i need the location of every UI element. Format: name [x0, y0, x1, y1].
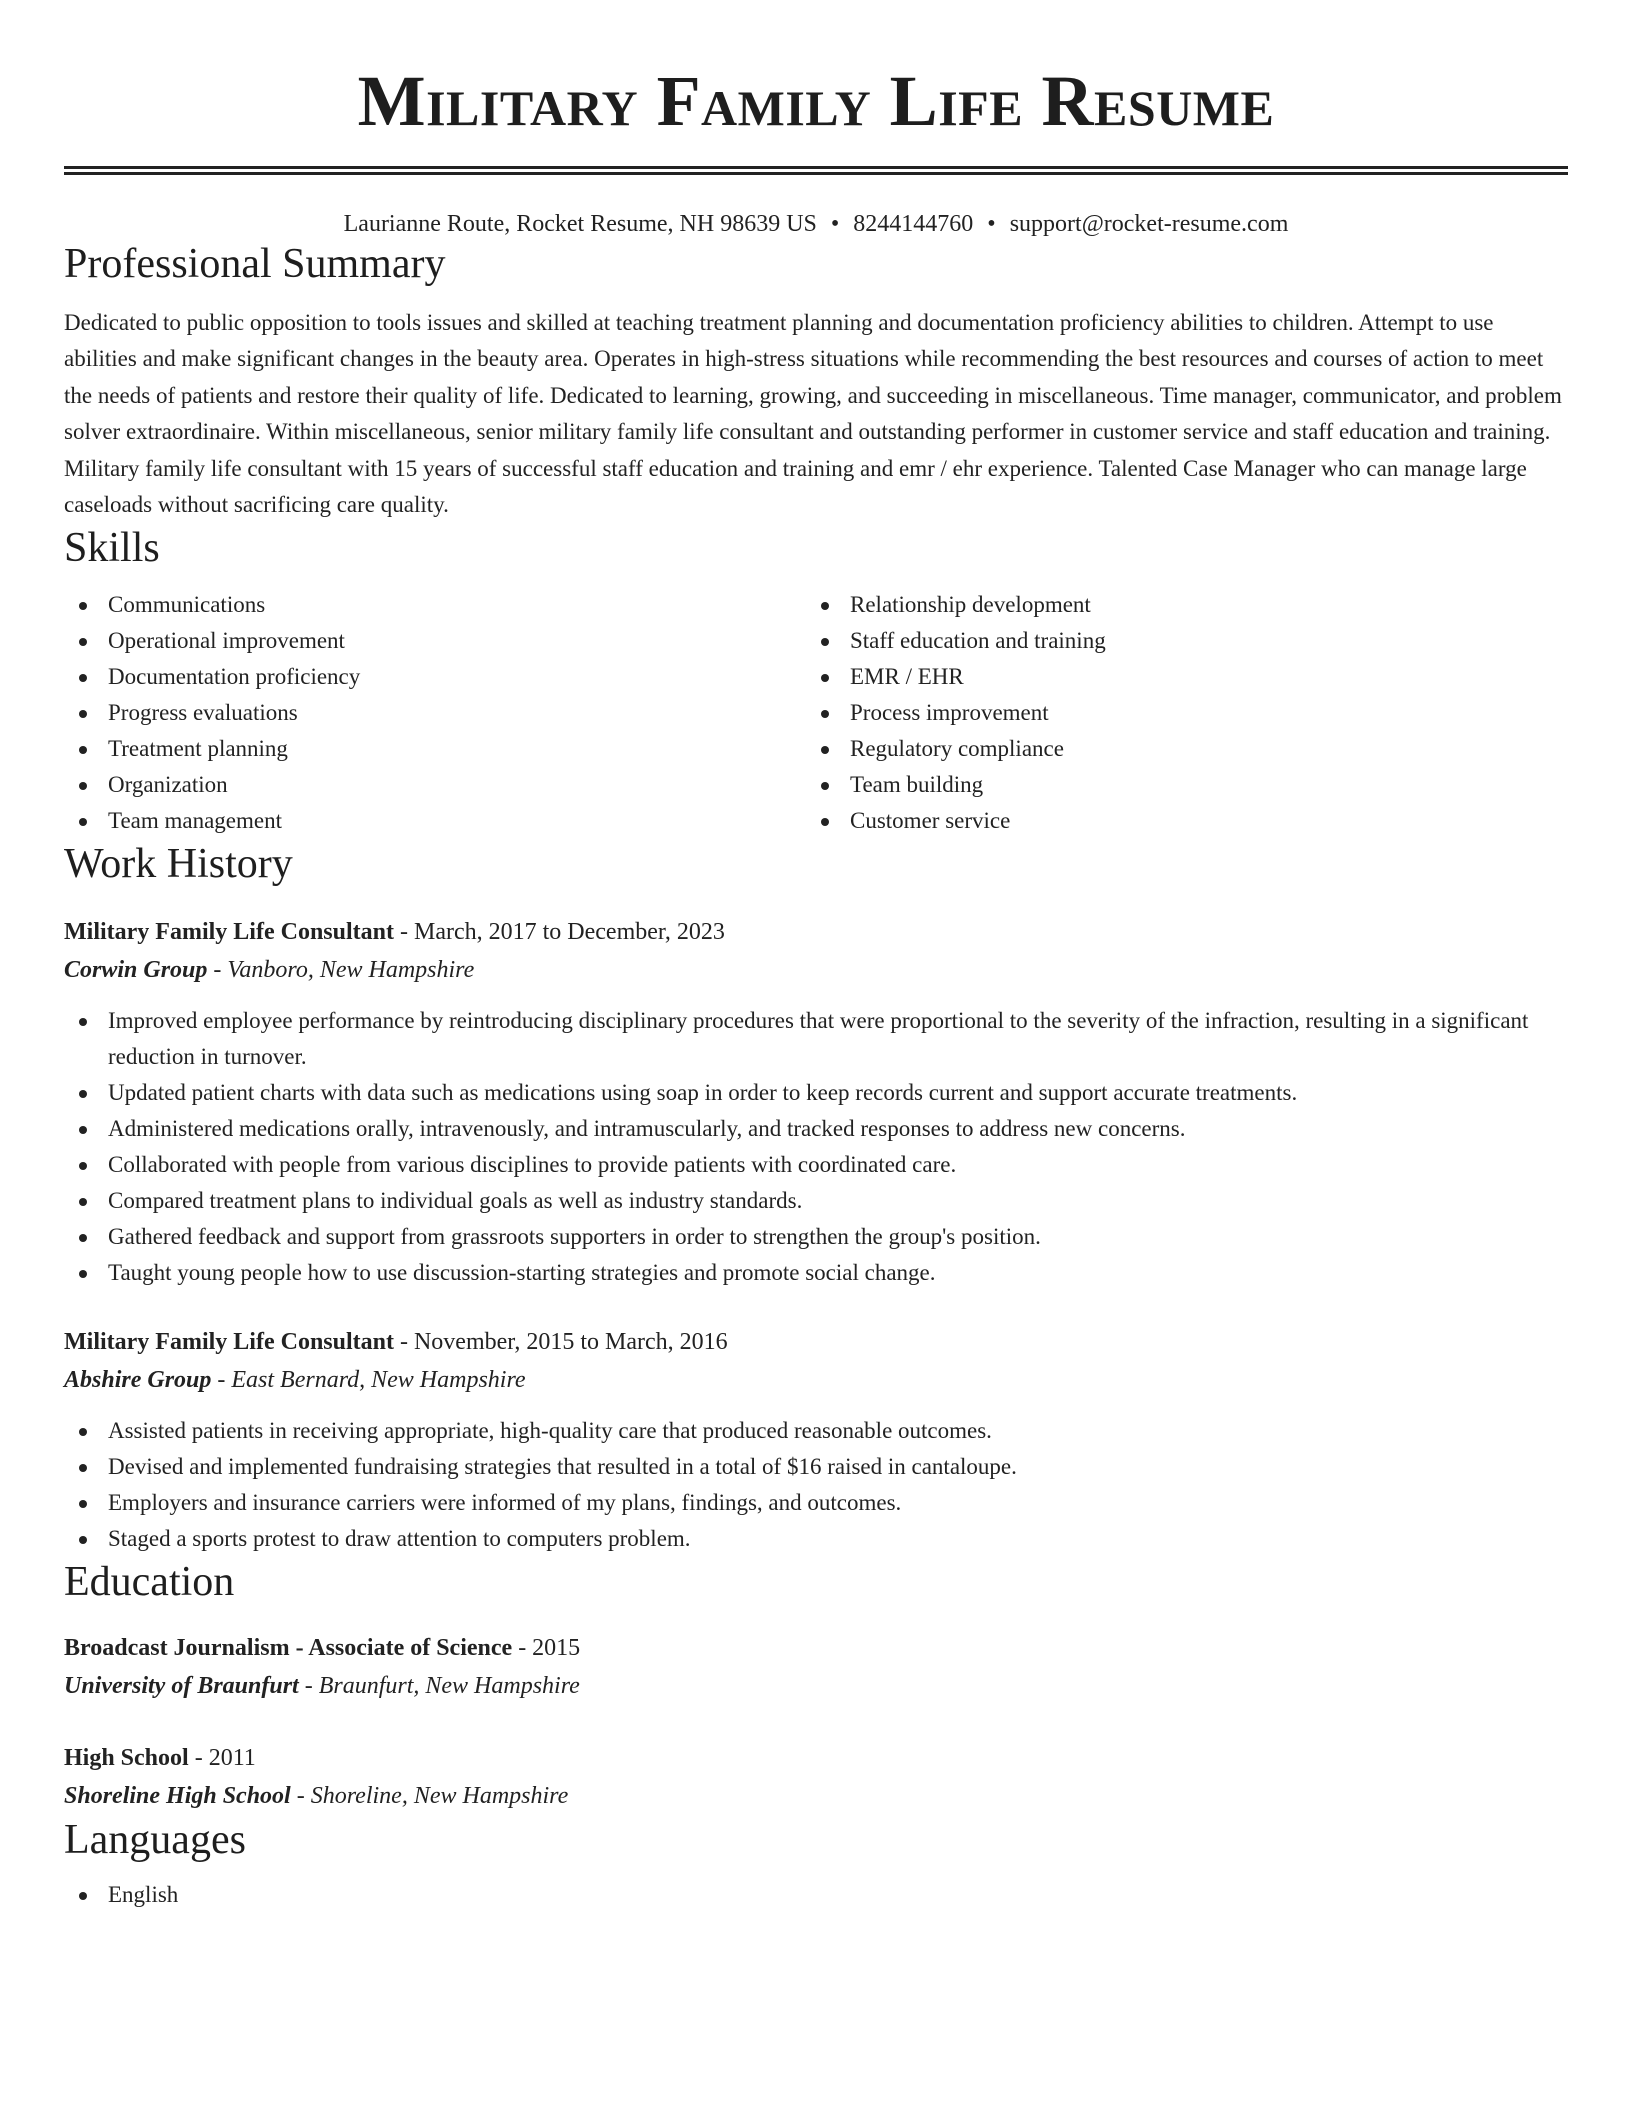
contact-phone: 8244144760 [853, 211, 974, 237]
work-history-heading: Work History [64, 841, 293, 888]
contact-address: Laurianne Route, Rocket Resume, NH 98639 US [343, 211, 817, 237]
contact-separator: • [987, 211, 996, 237]
skills-heading: Skills [64, 525, 160, 572]
job-bullet: Devised and implemented fundraising strategies that resulted in a total of $16 raised in cantaloupe. [64, 1449, 1568, 1485]
job-entry [64, 913, 1568, 1291]
title-divider [64, 166, 1568, 175]
job-heading [64, 1323, 1568, 1361]
education-year: - 2015 [512, 1635, 581, 1662]
skill-item: Treatment planning [64, 731, 806, 767]
job-role: Military Family Life Consultant [64, 919, 394, 946]
job-bullet: Employers and insurance carriers were informed of my plans, findings, and outcomes. [64, 1485, 1568, 1521]
contact-separator: • [830, 211, 840, 237]
skill-item: Team building [806, 767, 1548, 803]
job-location: - East Bernard, New Hampshire [211, 1367, 526, 1394]
job-bullet: Gathered feedback and support from grassroots supporters in order to strengthen the group's position. [64, 1219, 1568, 1255]
skill-item: Organization [64, 767, 806, 803]
job-entry [64, 1323, 1568, 1557]
education-degree: High School [64, 1745, 189, 1772]
skill-item: Customer service [806, 803, 1548, 839]
job-dates: - March, 2017 to December, 2023 [393, 919, 725, 946]
job-bullets [64, 1003, 1568, 1291]
skill-item: Relationship development [806, 587, 1548, 623]
skill-item: Progress evaluations [64, 695, 806, 731]
education-year: - 2011 [188, 1745, 256, 1772]
skill-item: Staff education and training [806, 623, 1548, 659]
education-heading: Education [64, 1559, 235, 1606]
education-degree: Broadcast Journalism - Associate of Science [64, 1635, 513, 1662]
resume-title: Military Family Life Resume [357, 61, 1275, 141]
education-school-line [64, 1667, 1568, 1705]
skills-list-left [64, 587, 806, 839]
job-bullet: Administered medications orally, intravenously, and intramuscularly, and tracked responses to address new concerns. [64, 1111, 1568, 1147]
job-bullet: Staged a sports protest to draw attention to computers problem. [64, 1521, 1568, 1557]
summary-heading: Professional Summary [64, 241, 446, 287]
job-location: - Vanboro, New Hampshire [207, 957, 475, 984]
job-bullet: Collaborated with people from various disciplines to provide patients with coordinated care. [64, 1147, 1568, 1183]
contact-line [64, 209, 1568, 239]
education-school-line [64, 1777, 1568, 1815]
education-degree-line [64, 1739, 1568, 1777]
job-dates: - November, 2015 to March, 2016 [393, 1329, 728, 1356]
job-bullet: Updated patient charts with data such as medications using soap in order to keep records current and support accurate treatments. [64, 1075, 1568, 1111]
job-company-line [64, 1361, 1568, 1399]
education-entry [64, 1629, 1568, 1705]
skill-item: Documentation proficiency [64, 659, 806, 695]
skill-item: Team management [64, 803, 806, 839]
education-school: Shoreline High School [64, 1783, 291, 1810]
education-degree-line [64, 1629, 1568, 1667]
summary-text: Dedicated to public opposition to tools issues and skilled at teaching treatment planning and documentation proficiency abilities to children. Attempt to use abilities and make significant changes in the beauty area. Operates in high-stress situations while recommending the best resources and courses of action to meet the needs of patients and restore their quality of life. Dedicated to learning, growing, and succeeding in miscellaneous. Time manager, communicator, and problem solver extraordinaire. Within miscellaneous, senior military family life consultant and outstanding performer in customer service and staff education and training. Military family life consultant with 15 years of successful staff education and training and emr / ehr experience. Talented Case Manager who can manage large caseloads without sacrificing care quality. [64, 310, 1562, 518]
language-item: English [64, 1877, 1568, 1913]
skill-item: Operational improvement [64, 623, 806, 659]
skill-item: Process improvement [806, 695, 1548, 731]
job-bullet: Assisted patients in receiving appropriate, high-quality care that produced reasonable outcomes. [64, 1413, 1568, 1449]
job-company: Abshire Group [64, 1367, 212, 1394]
resume-page [64, 0, 1568, 1913]
skill-item: EMR / EHR [806, 659, 1548, 695]
job-bullet: Improved employee performance by reintroducing disciplinary procedures that were proportional to the severity of the infraction, resulting in a significant reduction in turnover. [64, 1003, 1568, 1075]
languages-heading: Languages [64, 1817, 246, 1864]
job-bullet: Taught young people how to use discussion-starting strategies and promote social change. [64, 1255, 1568, 1291]
skills-list-right [806, 587, 1548, 839]
education-school: University of Braunfurt [64, 1673, 299, 1700]
job-company-line [64, 951, 1568, 989]
languages-list [64, 1877, 1568, 1913]
education-entry [64, 1739, 1568, 1815]
job-bullets [64, 1413, 1568, 1557]
skill-item: Regulatory compliance [806, 731, 1548, 767]
skills-grid [64, 587, 1568, 839]
education-location: - Shoreline, New Hampshire [290, 1783, 569, 1810]
job-company: Corwin Group [64, 957, 208, 984]
contact-email: support@rocket-resume.com [1009, 211, 1289, 237]
education-location: - Braunfurt, New Hampshire [298, 1673, 580, 1700]
skill-item: Communications [64, 587, 806, 623]
job-heading [64, 913, 1568, 951]
job-bullet: Compared treatment plans to individual goals as well as industry standards. [64, 1183, 1568, 1219]
job-role: Military Family Life Consultant [64, 1329, 394, 1356]
